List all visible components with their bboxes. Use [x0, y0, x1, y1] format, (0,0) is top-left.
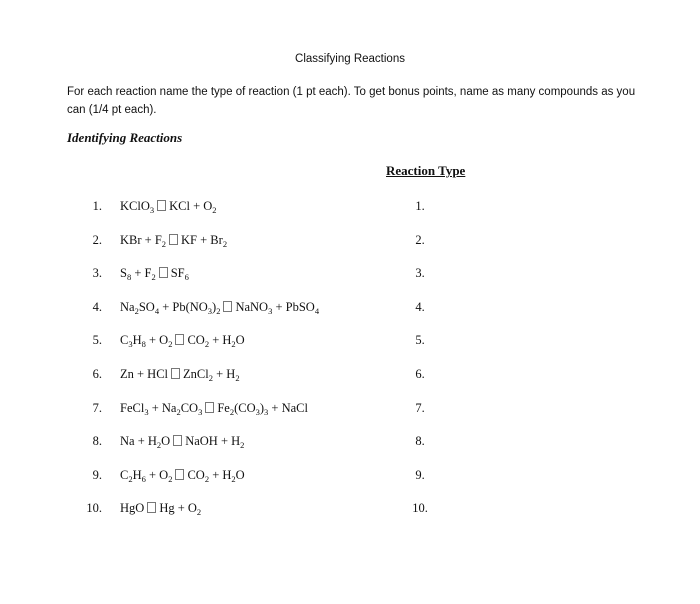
reaction-arrow-box-icon — [175, 334, 184, 345]
reaction-arrow-box-icon — [175, 469, 184, 480]
reaction-type-answer-label: 2. — [415, 232, 425, 247]
reaction-equation: KBr + $F_2$ KF + $Br_2$ — [120, 232, 228, 249]
reaction-row — [0, 330, 700, 350]
reaction-number: 8. — [92, 434, 102, 449]
reaction-number: 10. — [86, 501, 102, 516]
reaction-type-answer-label: 5. — [415, 333, 425, 348]
reaction-type-answer-label: 4. — [415, 299, 425, 314]
reaction-row — [0, 431, 700, 451]
reaction-arrow-box-icon — [169, 234, 178, 245]
reaction-arrow-box-icon — [223, 301, 232, 312]
reaction-row — [0, 498, 700, 518]
reaction-row — [0, 364, 700, 384]
reaction-type-answer-label: 8. — [415, 434, 425, 449]
reaction-equation: HgO $Hg + O_2$ — [120, 501, 202, 518]
reaction-type-heading: Reaction Type — [386, 163, 466, 178]
reaction-equation: Zn + HCl ZnCl$_2$ + $H_2$ — [120, 367, 240, 383]
reaction-row — [0, 263, 700, 283]
reaction-number: 3. — [92, 266, 102, 281]
reaction-arrow-box-icon — [157, 200, 166, 211]
reaction-equation: KClO$_3$ KCl + $O_2$ — [120, 199, 217, 215]
reaction-arrow-box-icon — [173, 435, 182, 446]
instructions-text: For each reaction name the type of reaction (1 pt each). To get bonus points, name as many compounds as you can (1/4 pt each). — [67, 86, 636, 116]
reaction-row — [0, 196, 700, 216]
reaction-type-answer-label: 7. — [415, 400, 425, 415]
reaction-type-answer-label: 10. — [412, 501, 428, 516]
reaction-arrow-box-icon — [171, 368, 180, 379]
reaction-equation: FeCl$_3$ + $Na_2CO_3$ $Fe_2(CO_3)_3$ + NaCl — [120, 400, 308, 417]
reaction-number: 9. — [92, 467, 102, 482]
reaction-equation: $Na + H_2O$ NaOH + $H_2$ — [120, 434, 245, 451]
reaction-row — [0, 297, 700, 317]
reaction-row — [0, 230, 700, 250]
reaction-row — [0, 398, 700, 418]
reaction-number: 2. — [92, 232, 102, 247]
reaction-type-answer-label: 9. — [415, 467, 425, 482]
reaction-number: 6. — [92, 367, 102, 381]
reaction-number: 7. — [92, 400, 102, 415]
reaction-equation: $S_8 + F_2$ $SF_6$ — [120, 266, 189, 283]
section-heading: Identifying Reactions — [67, 130, 183, 145]
reaction-arrow-box-icon — [205, 402, 214, 413]
reaction-type-answer-label: 6. — [415, 367, 425, 381]
reaction-type-answer-label: 1. — [415, 199, 425, 213]
reaction-equation: $C_3H_8 + O_2$ $CO_2 + H_2O$ — [120, 333, 245, 350]
reaction-equation: $C_2H_6 + O_2$ $CO_2 + H_2O$ — [120, 467, 245, 484]
reaction-arrow-box-icon — [147, 502, 156, 513]
page-title: Classifying Reactions — [295, 53, 405, 65]
reaction-type-answer-label: 3. — [415, 266, 425, 281]
reaction-number: 1. — [92, 199, 102, 213]
reaction-equation: $Na_2SO_4 + Pb(NO_3)_2$ NaNO$_3$ + PbSO$_4$ — [120, 299, 320, 316]
reaction-arrow-box-icon — [159, 267, 168, 278]
reaction-row — [0, 465, 700, 485]
reaction-number: 5. — [92, 333, 102, 348]
reaction-number: 4. — [92, 299, 102, 314]
